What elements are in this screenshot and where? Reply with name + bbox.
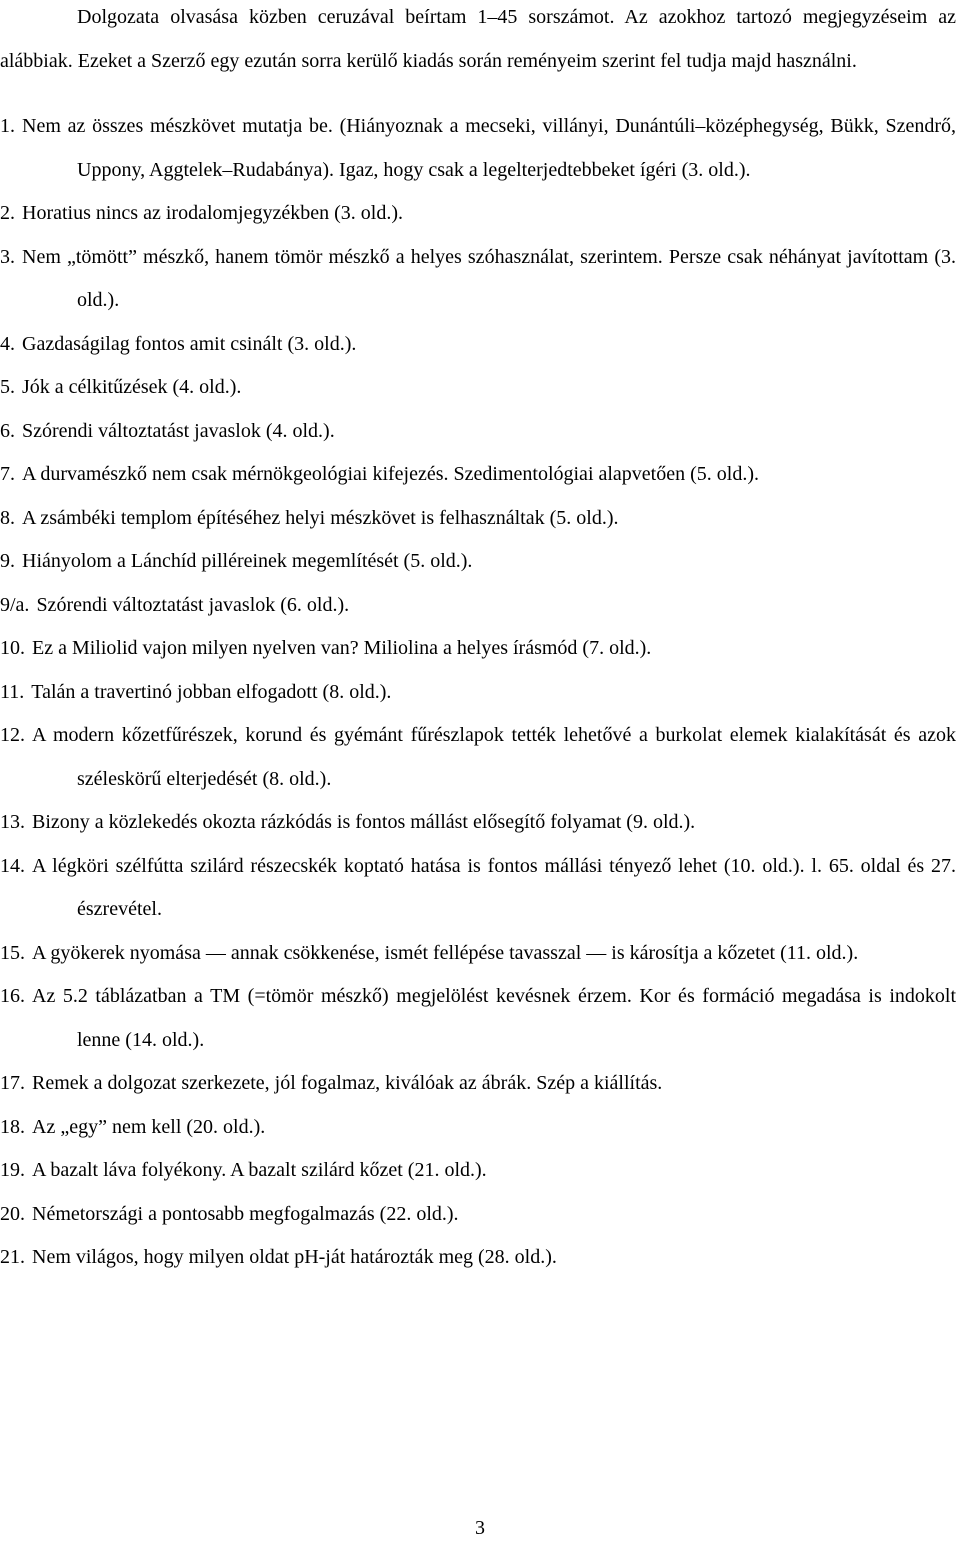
remark-number: 9. xyxy=(0,550,15,572)
remark-text: Hiányolom a Lánchíd pilléreinek megemlítését (5. old.). xyxy=(22,550,473,572)
remark-text: A gyökerek nyomása ― annak csökkenése, ismét fellépése tavasszal ― is károsítja a kőzetet (11. old.). xyxy=(32,941,859,964)
remark-number: 14. xyxy=(0,854,25,877)
remarks-list xyxy=(0,105,956,1280)
remark-number: 11. xyxy=(0,680,25,703)
remark-text: A bazalt láva folyékony. A bazalt szilárd kőzet (21. old.). xyxy=(32,1159,487,1181)
remark-item xyxy=(0,1236,956,1280)
remark-item xyxy=(0,105,956,192)
remark-text: Az „egy” nem kell (20. old.). xyxy=(32,1115,266,1138)
remark-text: A durvamészkő nem csak mérnökgeológiai kifejezés. Szedimentológiai alapvetően (5. old.). xyxy=(22,463,759,485)
remark-number: 15. xyxy=(0,941,25,964)
remark-text: Gazdaságilag fontos amit csinált (3. old.). xyxy=(22,332,357,355)
remark-number: 13. xyxy=(0,811,25,833)
remark-item xyxy=(0,540,956,584)
remark-item xyxy=(0,801,956,845)
remark-number: 2. xyxy=(0,202,15,224)
remark-text: Jók a célkitűzések (4. old.). xyxy=(22,376,242,398)
remark-number: 17. xyxy=(0,1072,25,1094)
remark-text: A légköri szélfútta szilárd részecskék koptató hatása is fontos mállási tényező lehet (10. old.). l. 65. oldal és 27. észrevétel. xyxy=(32,854,956,920)
remark-number: 5. xyxy=(0,376,15,398)
remark-number: 16. xyxy=(0,985,25,1007)
remark-item xyxy=(0,192,956,236)
remark-item xyxy=(0,1062,956,1106)
remark-item xyxy=(0,714,956,801)
remark-item xyxy=(0,975,956,1062)
remark-text: Remek a dolgozat szerkezete, jól fogalmaz, kiválóak az ábrák. Szép a kiállítás. xyxy=(32,1072,663,1094)
remark-number: 6. xyxy=(0,419,15,442)
remark-item xyxy=(0,366,956,410)
remark-item xyxy=(0,1149,956,1193)
remark-text: Az 5.2 táblázatban a TM (=tömör mészkő) megjelölést kevésnek érzem. Kor és formáció megadása is indokolt lenne (14. old.). xyxy=(32,985,956,1051)
remark-item xyxy=(0,236,956,323)
remark-number: 12. xyxy=(0,724,25,746)
remark-text: Németországi a pontosabb megfogalmazás (22. old.). xyxy=(32,1202,459,1225)
remark-text: Nem „tömött” mészkő, hanem tömör mészkő a helyes szóhasználat, szerintem. Persze csak néhányat javítottam (3. old.). xyxy=(22,245,956,311)
remark-item xyxy=(0,497,956,541)
remark-text: Bizony a közlekedés okozta rázkódás is fontos mállást elősegítő folyamat (9. old.). xyxy=(32,811,696,833)
remark-item xyxy=(0,453,956,497)
remark-number: 8. xyxy=(0,506,15,529)
remark-item xyxy=(0,584,956,628)
remark-number: 9/a. xyxy=(0,593,30,616)
remark-text: Szórendi változtatást javaslok (6. old.). xyxy=(36,593,350,616)
remark-text: Szórendi változtatást javaslok (4. old.). xyxy=(22,419,335,442)
remark-item xyxy=(0,627,956,671)
remark-item xyxy=(0,410,956,454)
remark-number: 4. xyxy=(0,332,15,355)
remark-text: A modern kőzetfűrészek, korund és gyémánt fűrészlapok tették lehetővé a burkolat elemek kialakítását és azok széleskörű elterjedését (8. old.). xyxy=(32,724,956,790)
remark-item xyxy=(0,932,956,976)
remark-number: 1. xyxy=(0,115,15,137)
intro-paragraph: Dolgozata olvasása közben ceruzával beírtam 1–45 sorszámot. Az azokhoz tartozó megjegyzéseim az alábbiak. Ezeket a Szerző egy ezután sorra kerülő kiadás során reményeim szerint fel tudja majd használni. xyxy=(0,6,956,72)
remark-number: 10. xyxy=(0,637,25,659)
remark-number: 19. xyxy=(0,1159,25,1181)
remark-item xyxy=(0,1106,956,1150)
remark-number: 18. xyxy=(0,1115,25,1138)
remark-number: 21. xyxy=(0,1246,25,1268)
remark-text: Horatius nincs az irodalomjegyzékben (3. old.). xyxy=(22,202,403,224)
remark-item xyxy=(0,323,956,367)
remark-text: A zsámbéki templom építéséhez helyi mészkövet is felhasználtak (5. old.). xyxy=(22,506,619,529)
remark-text: Nem világos, hogy milyen oldat pH-ját határozták meg (28. old.). xyxy=(32,1246,557,1268)
remark-text: Nem az összes mészkövet mutatja be. (Hiányoznak a mecseki, villányi, Dunántúli–középhegység, Bükk, Szendrő, Uppony, Aggtelek–Rudabánya). Igaz, hogy csak a legelterjedtebbeket ígéri (3. old.). xyxy=(22,115,956,181)
remark-number: 3. xyxy=(0,245,15,268)
remark-text: Talán a travertinó jobban elfogadott (8. old.). xyxy=(31,680,392,703)
remark-item xyxy=(0,671,956,715)
remark-item xyxy=(0,845,956,932)
remark-item xyxy=(0,1193,956,1237)
remark-text: Ez a Miliolid vajon milyen nyelven van? Miliolina a helyes írásmód (7. old.). xyxy=(32,637,652,659)
page-number: 3 xyxy=(475,1517,485,1539)
remark-number: 20. xyxy=(0,1202,25,1225)
remark-number: 7. xyxy=(0,463,15,485)
